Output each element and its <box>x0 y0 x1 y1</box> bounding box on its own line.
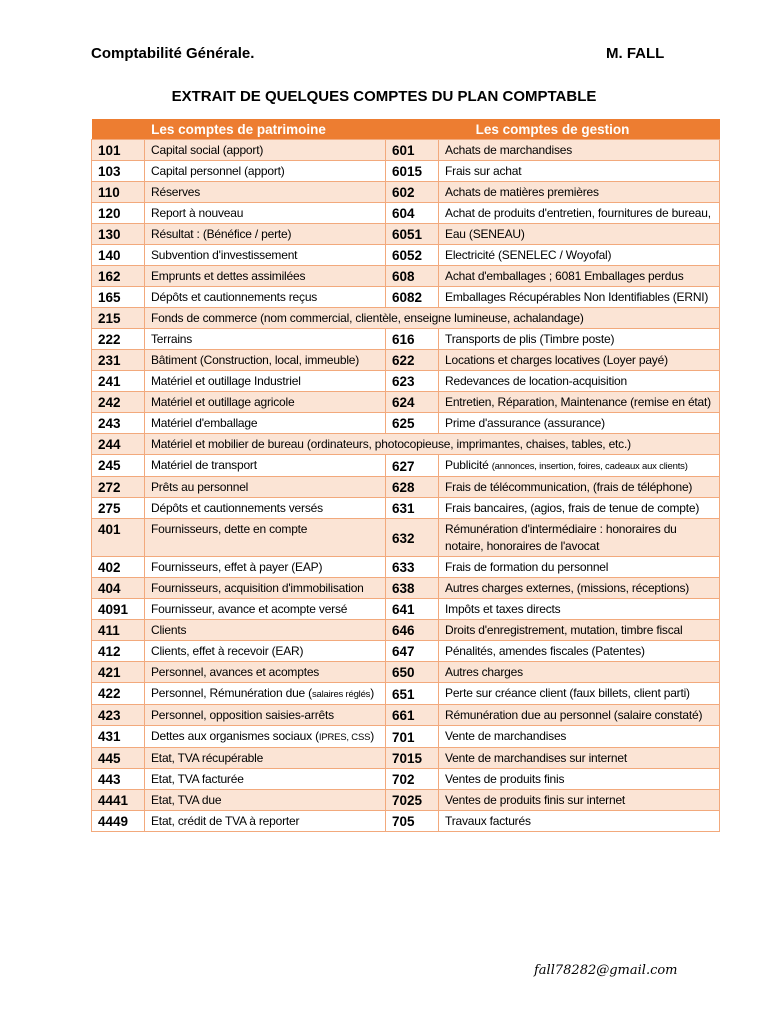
table-row <box>92 371 720 392</box>
account-label: Dépôts et cautionnements reçus <box>145 287 386 308</box>
table-row <box>92 308 720 329</box>
account-code: 243 <box>92 413 145 434</box>
table-body <box>92 140 720 832</box>
table-row <box>92 203 720 224</box>
account-code: 7015 <box>386 748 439 769</box>
table-row <box>92 434 720 455</box>
account-code: 431 <box>92 726 145 748</box>
account-code: 120 <box>92 203 145 224</box>
account-label: Ventes de produits finis sur internet <box>439 790 720 811</box>
account-label: Emballages Récupérables Non Identifiables (ERNI) <box>439 287 720 308</box>
author-name: M. FALL <box>606 45 665 62</box>
account-code: 4091 <box>92 599 145 620</box>
account-code: 231 <box>92 350 145 371</box>
table-row <box>92 455 720 477</box>
account-label: Rémunération due au personnel (salaire constaté) <box>439 705 720 726</box>
account-code: 701 <box>386 726 439 748</box>
account-label: Matériel et outillage agricole <box>145 392 386 413</box>
account-label: Etat, TVA récupérable <box>145 748 386 769</box>
account-label-note: (annonces, insertion, foires, cadeaux aux clients) <box>491 461 688 472</box>
account-code: 628 <box>386 477 439 498</box>
account-code: 443 <box>92 769 145 790</box>
account-code: 272 <box>92 477 145 498</box>
account-label: Capital personnel (apport) <box>145 161 386 182</box>
header-gestion: Les comptes de gestion <box>386 119 720 140</box>
account-label: Emprunts et dettes assimilées <box>145 266 386 287</box>
account-label-note: salaires réglés <box>311 689 371 700</box>
author-email: fall78282@gmail.com <box>534 963 678 978</box>
account-code: 608 <box>386 266 439 287</box>
account-code: 631 <box>386 498 439 519</box>
table-row <box>92 578 720 599</box>
table-row <box>92 161 720 182</box>
account-label: Frais bancaires, (agios, frais de tenue de compte) <box>439 498 720 519</box>
account-code: 275 <box>92 498 145 519</box>
table-row <box>92 519 720 557</box>
table-row <box>92 413 720 434</box>
table-row <box>92 182 720 203</box>
account-label: Fournisseurs, acquisition d'immobilisation <box>145 578 386 599</box>
account-label: Droits d'enregistrement, mutation, timbre fiscal <box>439 620 720 641</box>
account-label: Pénalités, amendes fiscales (Patentes) <box>439 641 720 662</box>
account-label: Clients <box>145 620 386 641</box>
account-label <box>439 455 720 477</box>
account-code: 627 <box>386 455 439 477</box>
account-code: 101 <box>92 140 145 161</box>
account-code: 423 <box>92 705 145 726</box>
table-row <box>92 224 720 245</box>
account-code: 215 <box>92 308 145 329</box>
account-code: 7025 <box>386 790 439 811</box>
table-row <box>92 599 720 620</box>
account-label: Matériel et mobilier de bureau (ordinateurs, photocopieuse, imprimantes, chaises, tables, etc.) <box>145 434 720 455</box>
account-label: Vente de marchandises <box>439 726 720 748</box>
account-code: 165 <box>92 287 145 308</box>
account-label: Autres charges externes, (missions, réceptions) <box>439 578 720 599</box>
account-code: 6052 <box>386 245 439 266</box>
account-code: 650 <box>386 662 439 683</box>
table-row <box>92 557 720 578</box>
course-title: Comptabilité Générale. <box>91 45 255 62</box>
account-code: 6015 <box>386 161 439 182</box>
table-row <box>92 287 720 308</box>
table-row <box>92 140 720 161</box>
account-code: 646 <box>386 620 439 641</box>
account-code: 4449 <box>92 811 145 832</box>
table-row <box>92 726 720 748</box>
table-header-row <box>92 119 720 140</box>
account-label <box>145 726 386 748</box>
account-label: Matériel d'emballage <box>145 413 386 434</box>
account-label: Fournisseur, avance et acompte versé <box>145 599 386 620</box>
account-label: Frais de télécommunication, (frais de téléphone) <box>439 477 720 498</box>
account-label: Subvention d'investissement <box>145 245 386 266</box>
account-code: 244 <box>92 434 145 455</box>
table-row <box>92 811 720 832</box>
table-row <box>92 498 720 519</box>
account-code: 110 <box>92 182 145 203</box>
account-label-end: ) <box>370 686 375 700</box>
account-label: Personnel, opposition saisies-arrêts <box>145 705 386 726</box>
account-label: Achat de produits d'entretien, fournitures de bureau, <box>439 203 720 224</box>
account-label: Terrains <box>145 329 386 350</box>
table-row <box>92 245 720 266</box>
account-code: 604 <box>386 203 439 224</box>
account-code: 638 <box>386 578 439 599</box>
account-label: Achats de matières premières <box>439 182 720 203</box>
account-code: 412 <box>92 641 145 662</box>
table-row <box>92 477 720 498</box>
account-label: Report à nouveau <box>145 203 386 224</box>
account-label: Ventes de produits finis <box>439 769 720 790</box>
table-row <box>92 266 720 287</box>
account-code: 404 <box>92 578 145 599</box>
accounts-table <box>91 119 720 832</box>
page-title: EXTRAIT DE QUELQUES COMPTES DU PLAN COMPTABLE <box>171 88 597 105</box>
account-code: 421 <box>92 662 145 683</box>
account-code: 422 <box>92 683 145 705</box>
account-label: Redevances de location-acquisition <box>439 371 720 392</box>
account-label-end: ) <box>370 729 375 743</box>
account-label: Etat, TVA due <box>145 790 386 811</box>
account-label: Eau (SENEAU) <box>439 224 720 245</box>
account-code: 651 <box>386 683 439 705</box>
table-row <box>92 705 720 726</box>
account-code: 130 <box>92 224 145 245</box>
account-label-text: Dettes aux organismes sociaux ( <box>151 729 319 743</box>
table-row <box>92 769 720 790</box>
account-label: Travaux facturés <box>439 811 720 832</box>
account-label: Autres charges <box>439 662 720 683</box>
account-label: Entretien, Réparation, Maintenance (remise en état) <box>439 392 720 413</box>
account-code: 242 <box>92 392 145 413</box>
account-label: Fournisseurs, effet à payer (EAP) <box>145 557 386 578</box>
table-row <box>92 329 720 350</box>
account-code: 624 <box>386 392 439 413</box>
account-label-text: Publicité <box>445 458 492 472</box>
account-code: 661 <box>386 705 439 726</box>
account-code: 241 <box>92 371 145 392</box>
account-code: 411 <box>92 620 145 641</box>
account-code: 245 <box>92 455 145 477</box>
table-row <box>92 790 720 811</box>
account-label: Locations et charges locatives (Loyer payé) <box>439 350 720 371</box>
account-label: Perte sur créance client (faux billets, client parti) <box>439 683 720 705</box>
account-label: Frais sur achat <box>439 161 720 182</box>
account-label: Impôts et taxes directs <box>439 599 720 620</box>
account-label <box>145 683 386 705</box>
table-row <box>92 683 720 705</box>
account-label: Electricité (SENELEC / Woyofal) <box>439 245 720 266</box>
table-row <box>92 662 720 683</box>
account-label: Transports de plis (Timbre poste) <box>439 329 720 350</box>
account-code: 140 <box>92 245 145 266</box>
account-code: 602 <box>386 182 439 203</box>
account-label-text: Personnel, Rémunération due ( <box>151 686 312 700</box>
account-code: 633 <box>386 557 439 578</box>
account-label: Achat d'emballages ; 6081 Emballages perdus <box>439 266 720 287</box>
account-label: Matériel de transport <box>145 455 386 477</box>
account-label: Vente de marchandises sur internet <box>439 748 720 769</box>
account-code: 632 <box>386 519 439 557</box>
account-label-note: IPRES, CSS <box>318 732 371 743</box>
account-label: Frais de formation du personnel <box>439 557 720 578</box>
table-row <box>92 350 720 371</box>
account-label: Personnel, avances et acomptes <box>145 662 386 683</box>
account-code: 402 <box>92 557 145 578</box>
account-code: 641 <box>386 599 439 620</box>
account-label: Capital social (apport) <box>145 140 386 161</box>
table-row <box>92 641 720 662</box>
account-code: 6082 <box>386 287 439 308</box>
account-label: Etat, crédit de TVA à reporter <box>145 811 386 832</box>
account-label: Bâtiment (Construction, local, immeuble) <box>145 350 386 371</box>
account-label: Fournisseurs, dette en compte <box>145 519 386 557</box>
account-label: Matériel et outillage Industriel <box>145 371 386 392</box>
account-code: 6051 <box>386 224 439 245</box>
table-row <box>92 748 720 769</box>
account-code: 103 <box>92 161 145 182</box>
account-label: Etat, TVA facturée <box>145 769 386 790</box>
account-label: Résultat : (Bénéfice / perte) <box>145 224 386 245</box>
account-code: 623 <box>386 371 439 392</box>
account-code: 4441 <box>92 790 145 811</box>
account-label: Prêts au personnel <box>145 477 386 498</box>
account-label: Dépôts et cautionnements versés <box>145 498 386 519</box>
account-label: Achats de marchandises <box>439 140 720 161</box>
account-code: 705 <box>386 811 439 832</box>
account-label: Clients, effet à recevoir (EAR) <box>145 641 386 662</box>
account-code: 162 <box>92 266 145 287</box>
account-code: 622 <box>386 350 439 371</box>
account-code: 445 <box>92 748 145 769</box>
account-label: Réserves <box>145 182 386 203</box>
header-patrimoine: Les comptes de patrimoine <box>92 119 386 140</box>
table-row <box>92 392 720 413</box>
account-label: Prime d'assurance (assurance) <box>439 413 720 434</box>
account-label: Rémunération d'intermédiaire : honoraires du notaire, honoraires de l'avocat <box>439 519 720 557</box>
account-code: 647 <box>386 641 439 662</box>
table-row <box>92 620 720 641</box>
account-code: 401 <box>92 519 145 557</box>
account-code: 616 <box>386 329 439 350</box>
account-code: 222 <box>92 329 145 350</box>
account-code: 625 <box>386 413 439 434</box>
account-label: Fonds de commerce (nom commercial, clientèle, enseigne lumineuse, achalandage) <box>145 308 720 329</box>
account-code: 702 <box>386 769 439 790</box>
account-code: 601 <box>386 140 439 161</box>
